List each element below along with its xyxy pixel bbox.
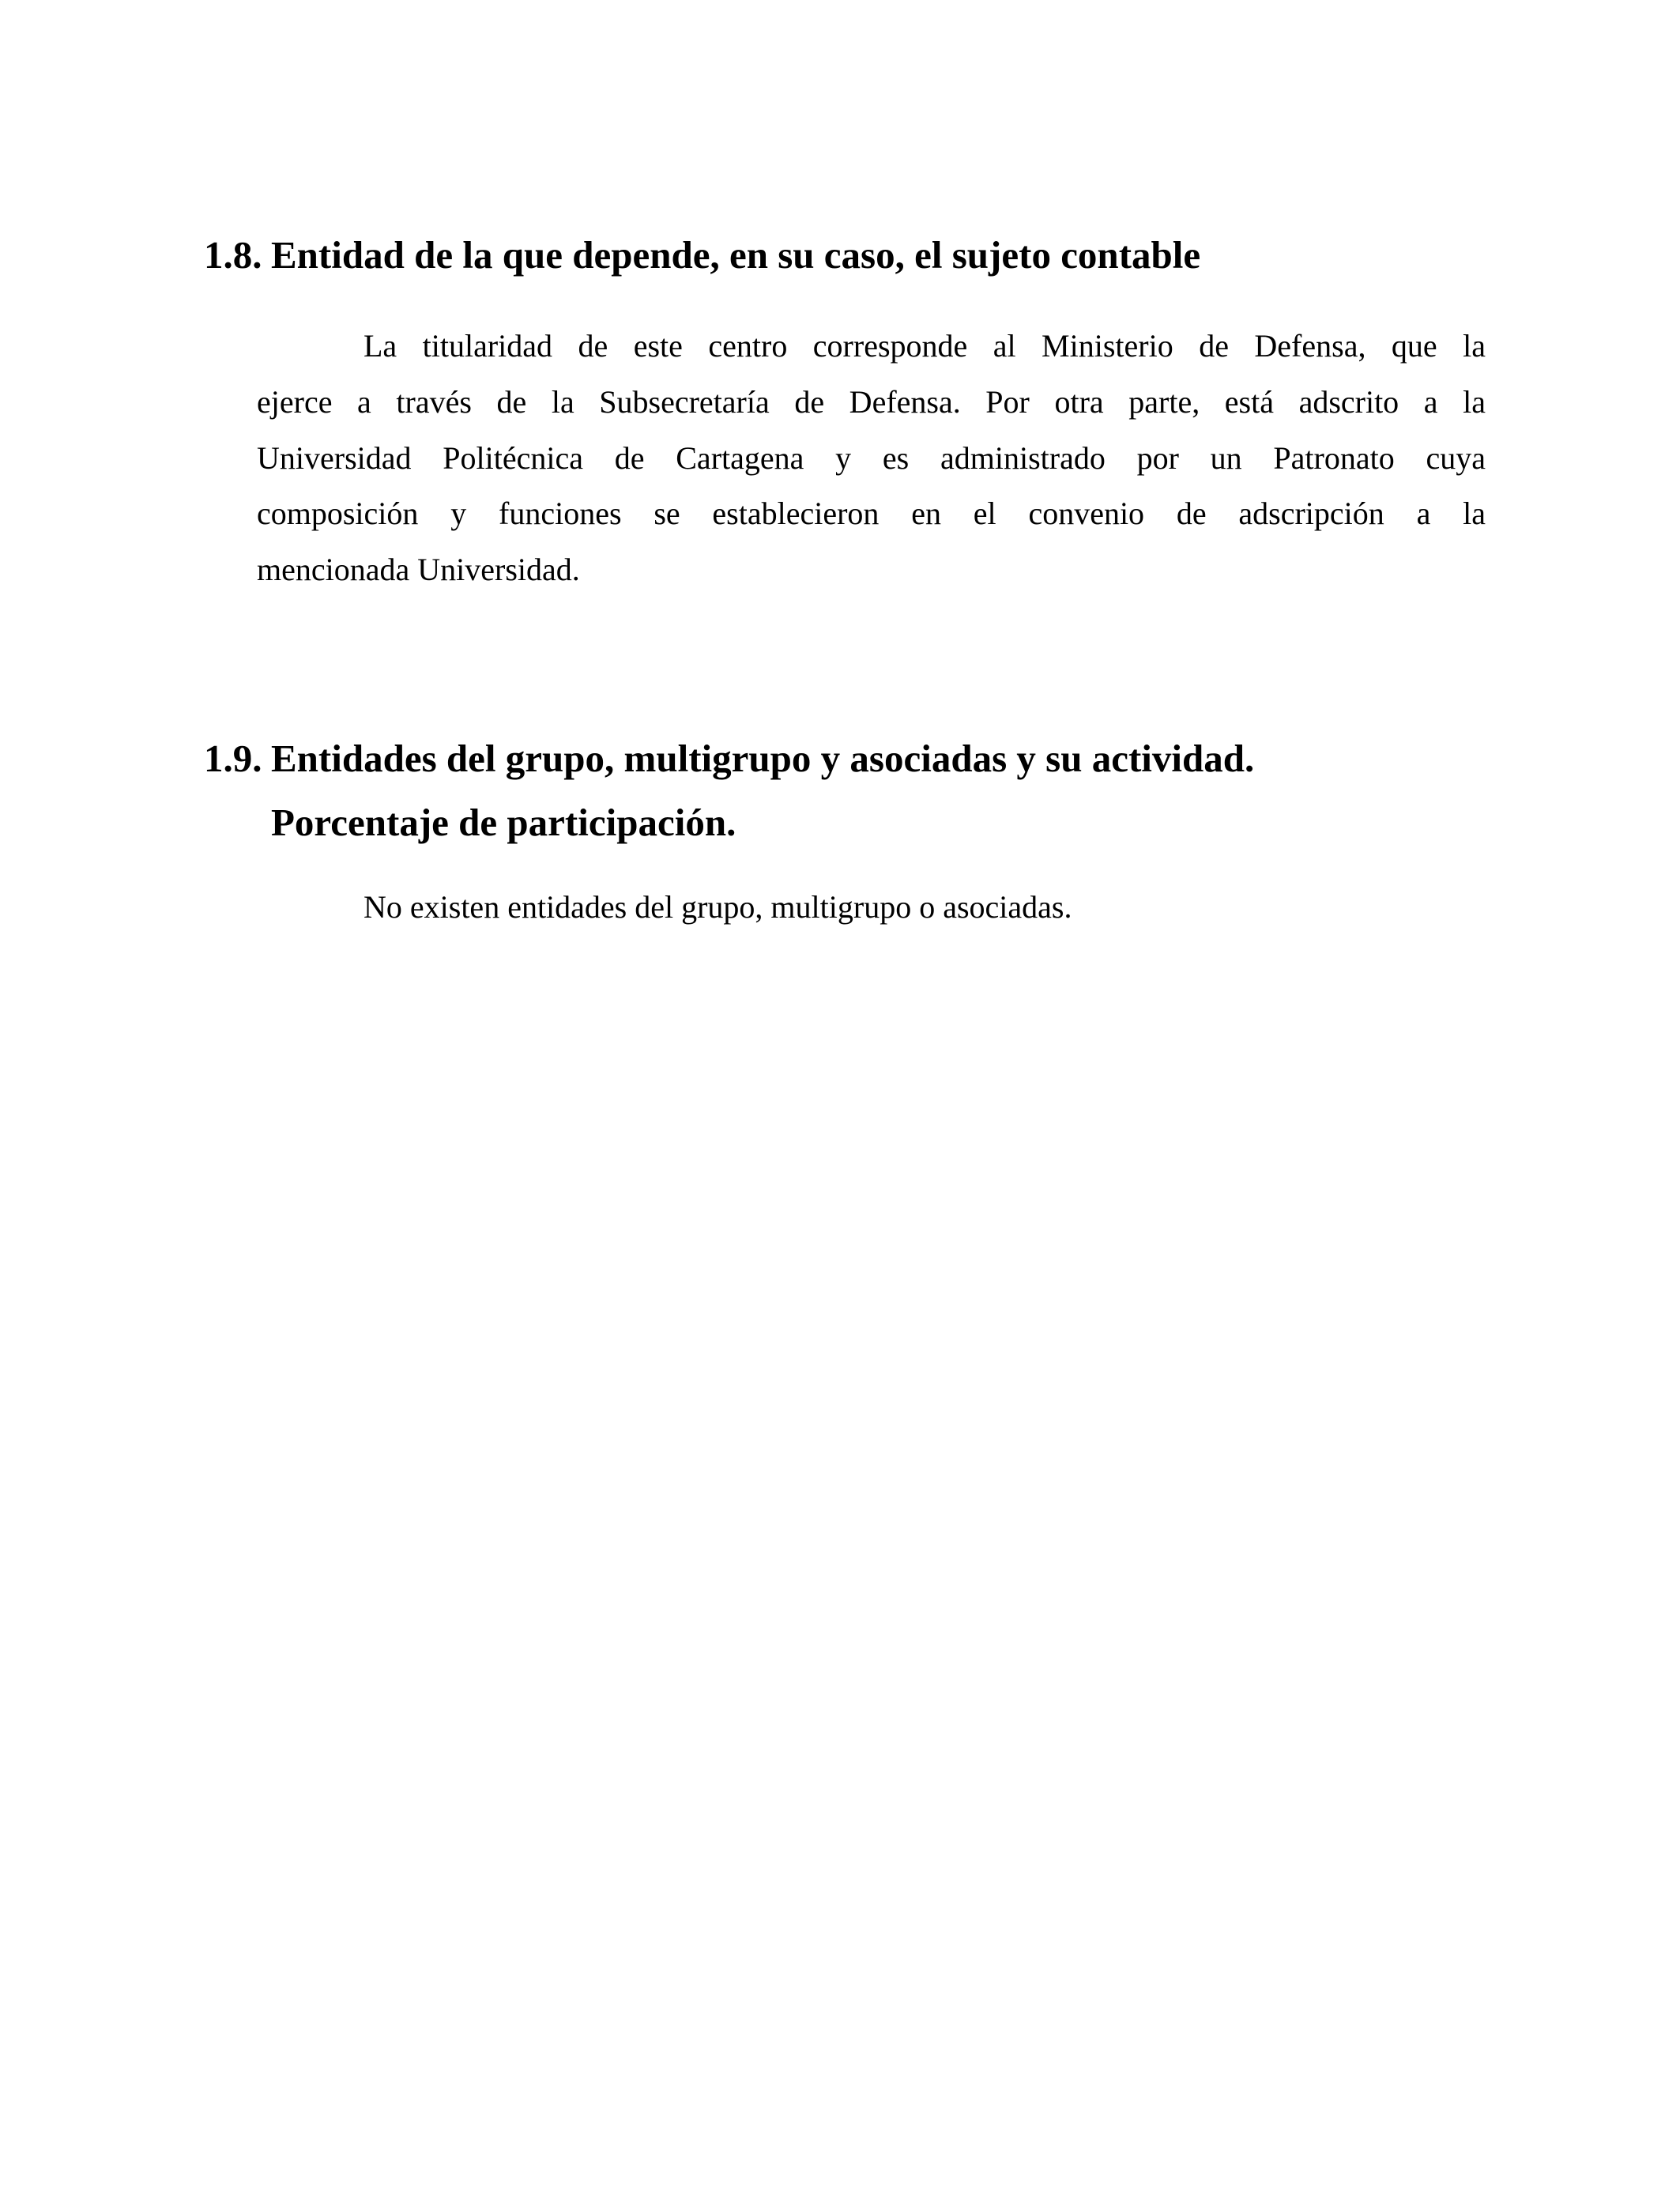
section-title-continuation: Porcentaje de participación. (271, 801, 736, 844)
section-title: Entidad de la que depende, en su caso, el sujeto contable (271, 233, 1201, 277)
paragraph-line: Universidad Politécnica de Cartagena y es administrado por un Patronato cuya (257, 440, 1486, 476)
section-heading-1-9 (204, 727, 1254, 790)
paragraph-line: mencionada Universidad. (257, 552, 580, 587)
section-heading-1-8 (204, 224, 1200, 287)
paragraph-line: ejerce a través de la Subsecretaría de Defensa. Por otra parte, está adscrito a la (257, 384, 1486, 420)
section-number: 1.9. (204, 737, 262, 780)
section-paragraph: No existen entidades del grupo, multigrupo o asociadas. (363, 889, 1072, 925)
section-title: Entidades del grupo, multigrupo y asociadas y su actividad. (271, 737, 1255, 780)
paragraph-line: La titularidad de este centro corresponde al Ministerio de Defensa, que la (363, 328, 1486, 364)
section-number: 1.8. (204, 233, 262, 277)
paragraph-line: composición y funciones se establecieron en el convenio de adscripción a la (257, 496, 1486, 531)
